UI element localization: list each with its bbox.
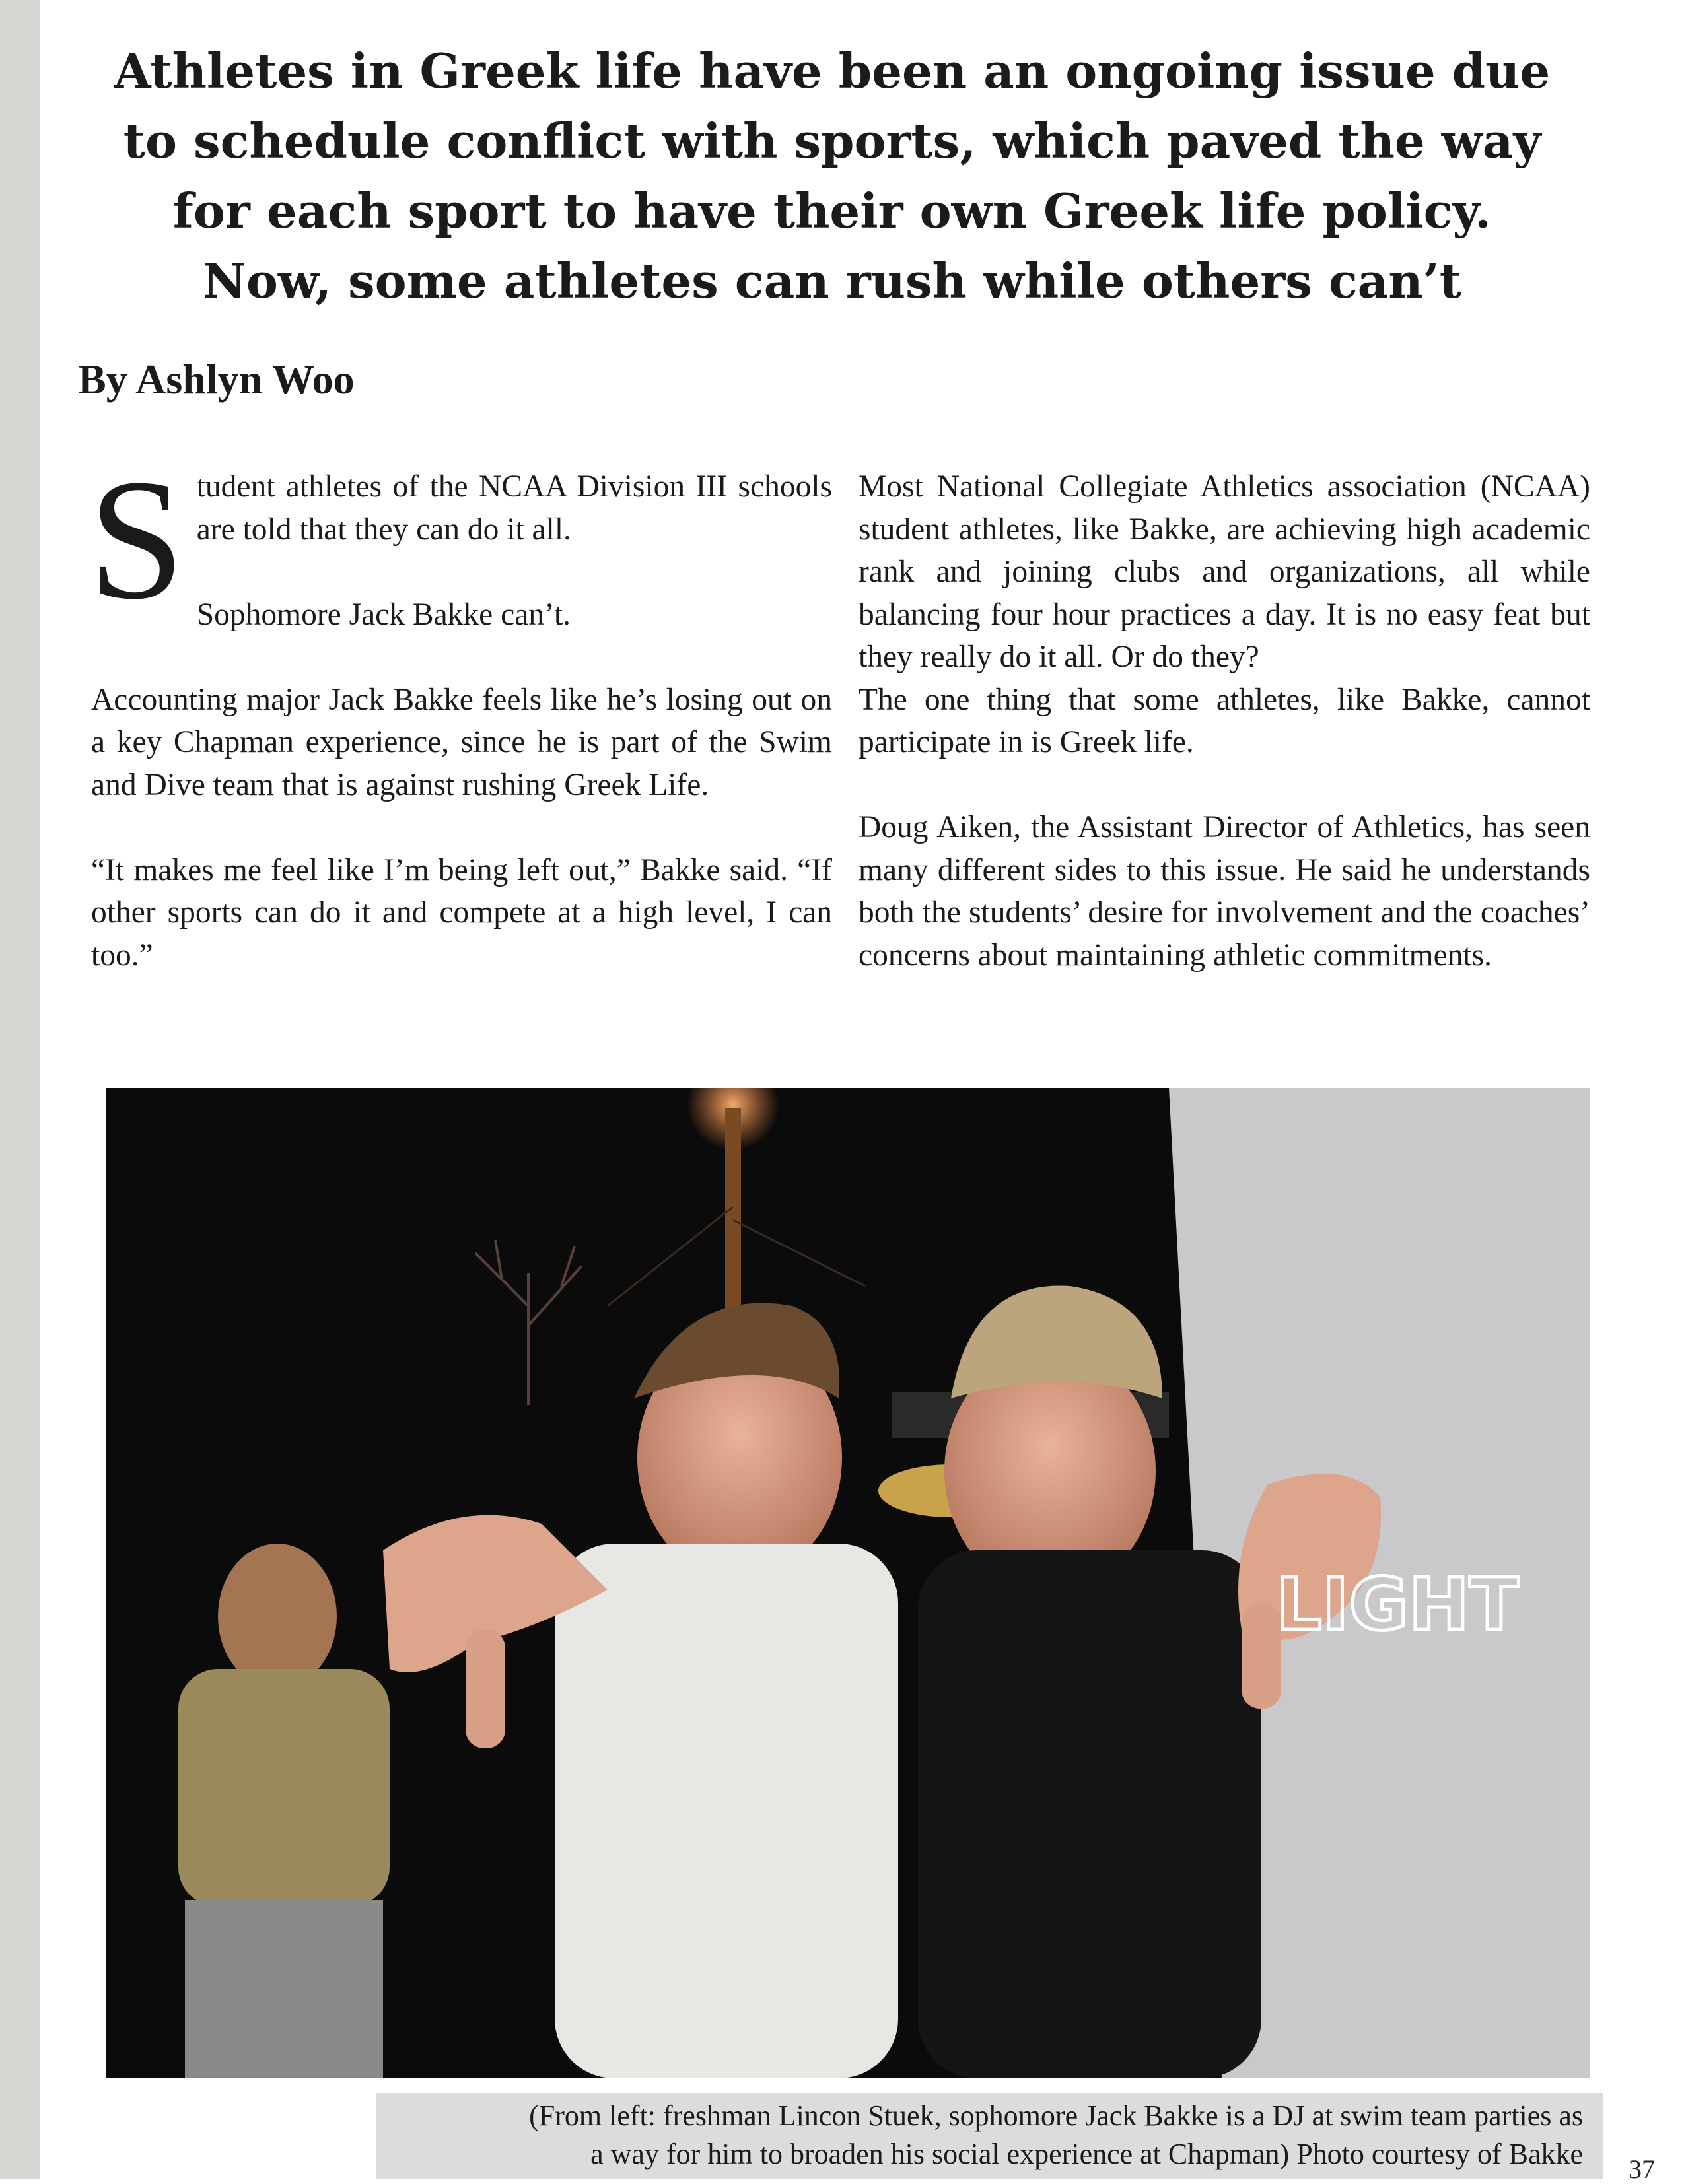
drop-cap: S — [88, 444, 185, 635]
headline-line: for each sport to have their own Greek life policy. — [172, 183, 1492, 239]
photo-caption — [529, 2097, 1583, 2173]
page-number: 37 — [1629, 2154, 1655, 2184]
neon-sign-text: LIGHT — [1275, 1562, 1519, 1647]
byline: By Ashlyn Woo — [78, 356, 355, 403]
paragraph: Sophomore Jack Bakke can’t. — [196, 597, 571, 632]
paragraph: “It makes me feel like I’m being left out,” Bakke said. “If other sports can do it and compete at a high level, I can too.” — [91, 852, 832, 973]
paragraph: The one thing that some athletes, like Bakke, cannot participate in is Greek life. — [859, 682, 1590, 759]
paragraph: Doug Aiken, the Assistant Director of Athletics, has seen many different sides to this issue. He said he understands both the students’ desire for involvement and the coaches’ concerns about maintaining athletic commitments. — [859, 810, 1590, 973]
photo-illustration — [106, 1088, 1590, 2078]
caption-line: (From left: freshman Lincon Stuek, sophomore Jack Bakke is a DJ at swim team parties as — [529, 2099, 1583, 2132]
headline-line: Athletes in Greek life have been an ongoing issue due — [114, 43, 1551, 99]
headline-line: Now, some athletes can rush while others can’t — [203, 253, 1461, 309]
paragraph: Accounting major Jack Bakke feels like he’s losing out on a key Chapman experience, since he is part of the Swim and Dive team that is against rushing Greek Life. — [91, 682, 832, 802]
headline-line: to schedule conflict with sports, which paved the way — [123, 113, 1541, 169]
caption-line: a way for him to broaden his social experience at Chapman) Photo courtesy of Bakke — [590, 2138, 1583, 2170]
paragraph: Most National Collegiate Athletics association (NCAA) student athletes, like Bakke, are achieving high academic rank and joining clubs and organizations, all while balancing four hour practices a day. It is no easy feat but they really do it all. Or do they? — [859, 469, 1590, 674]
article-photo — [106, 1088, 1590, 2078]
article-headline — [112, 36, 1552, 316]
caption-box — [376, 2093, 1603, 2179]
article-column-right — [859, 465, 1590, 1019]
article-column-left — [88, 444, 832, 1019]
paragraph-text: tudent athletes of the NCAA Division III schools are told that they can do it all. — [196, 469, 832, 547]
page-margin-rule — [0, 0, 40, 2179]
